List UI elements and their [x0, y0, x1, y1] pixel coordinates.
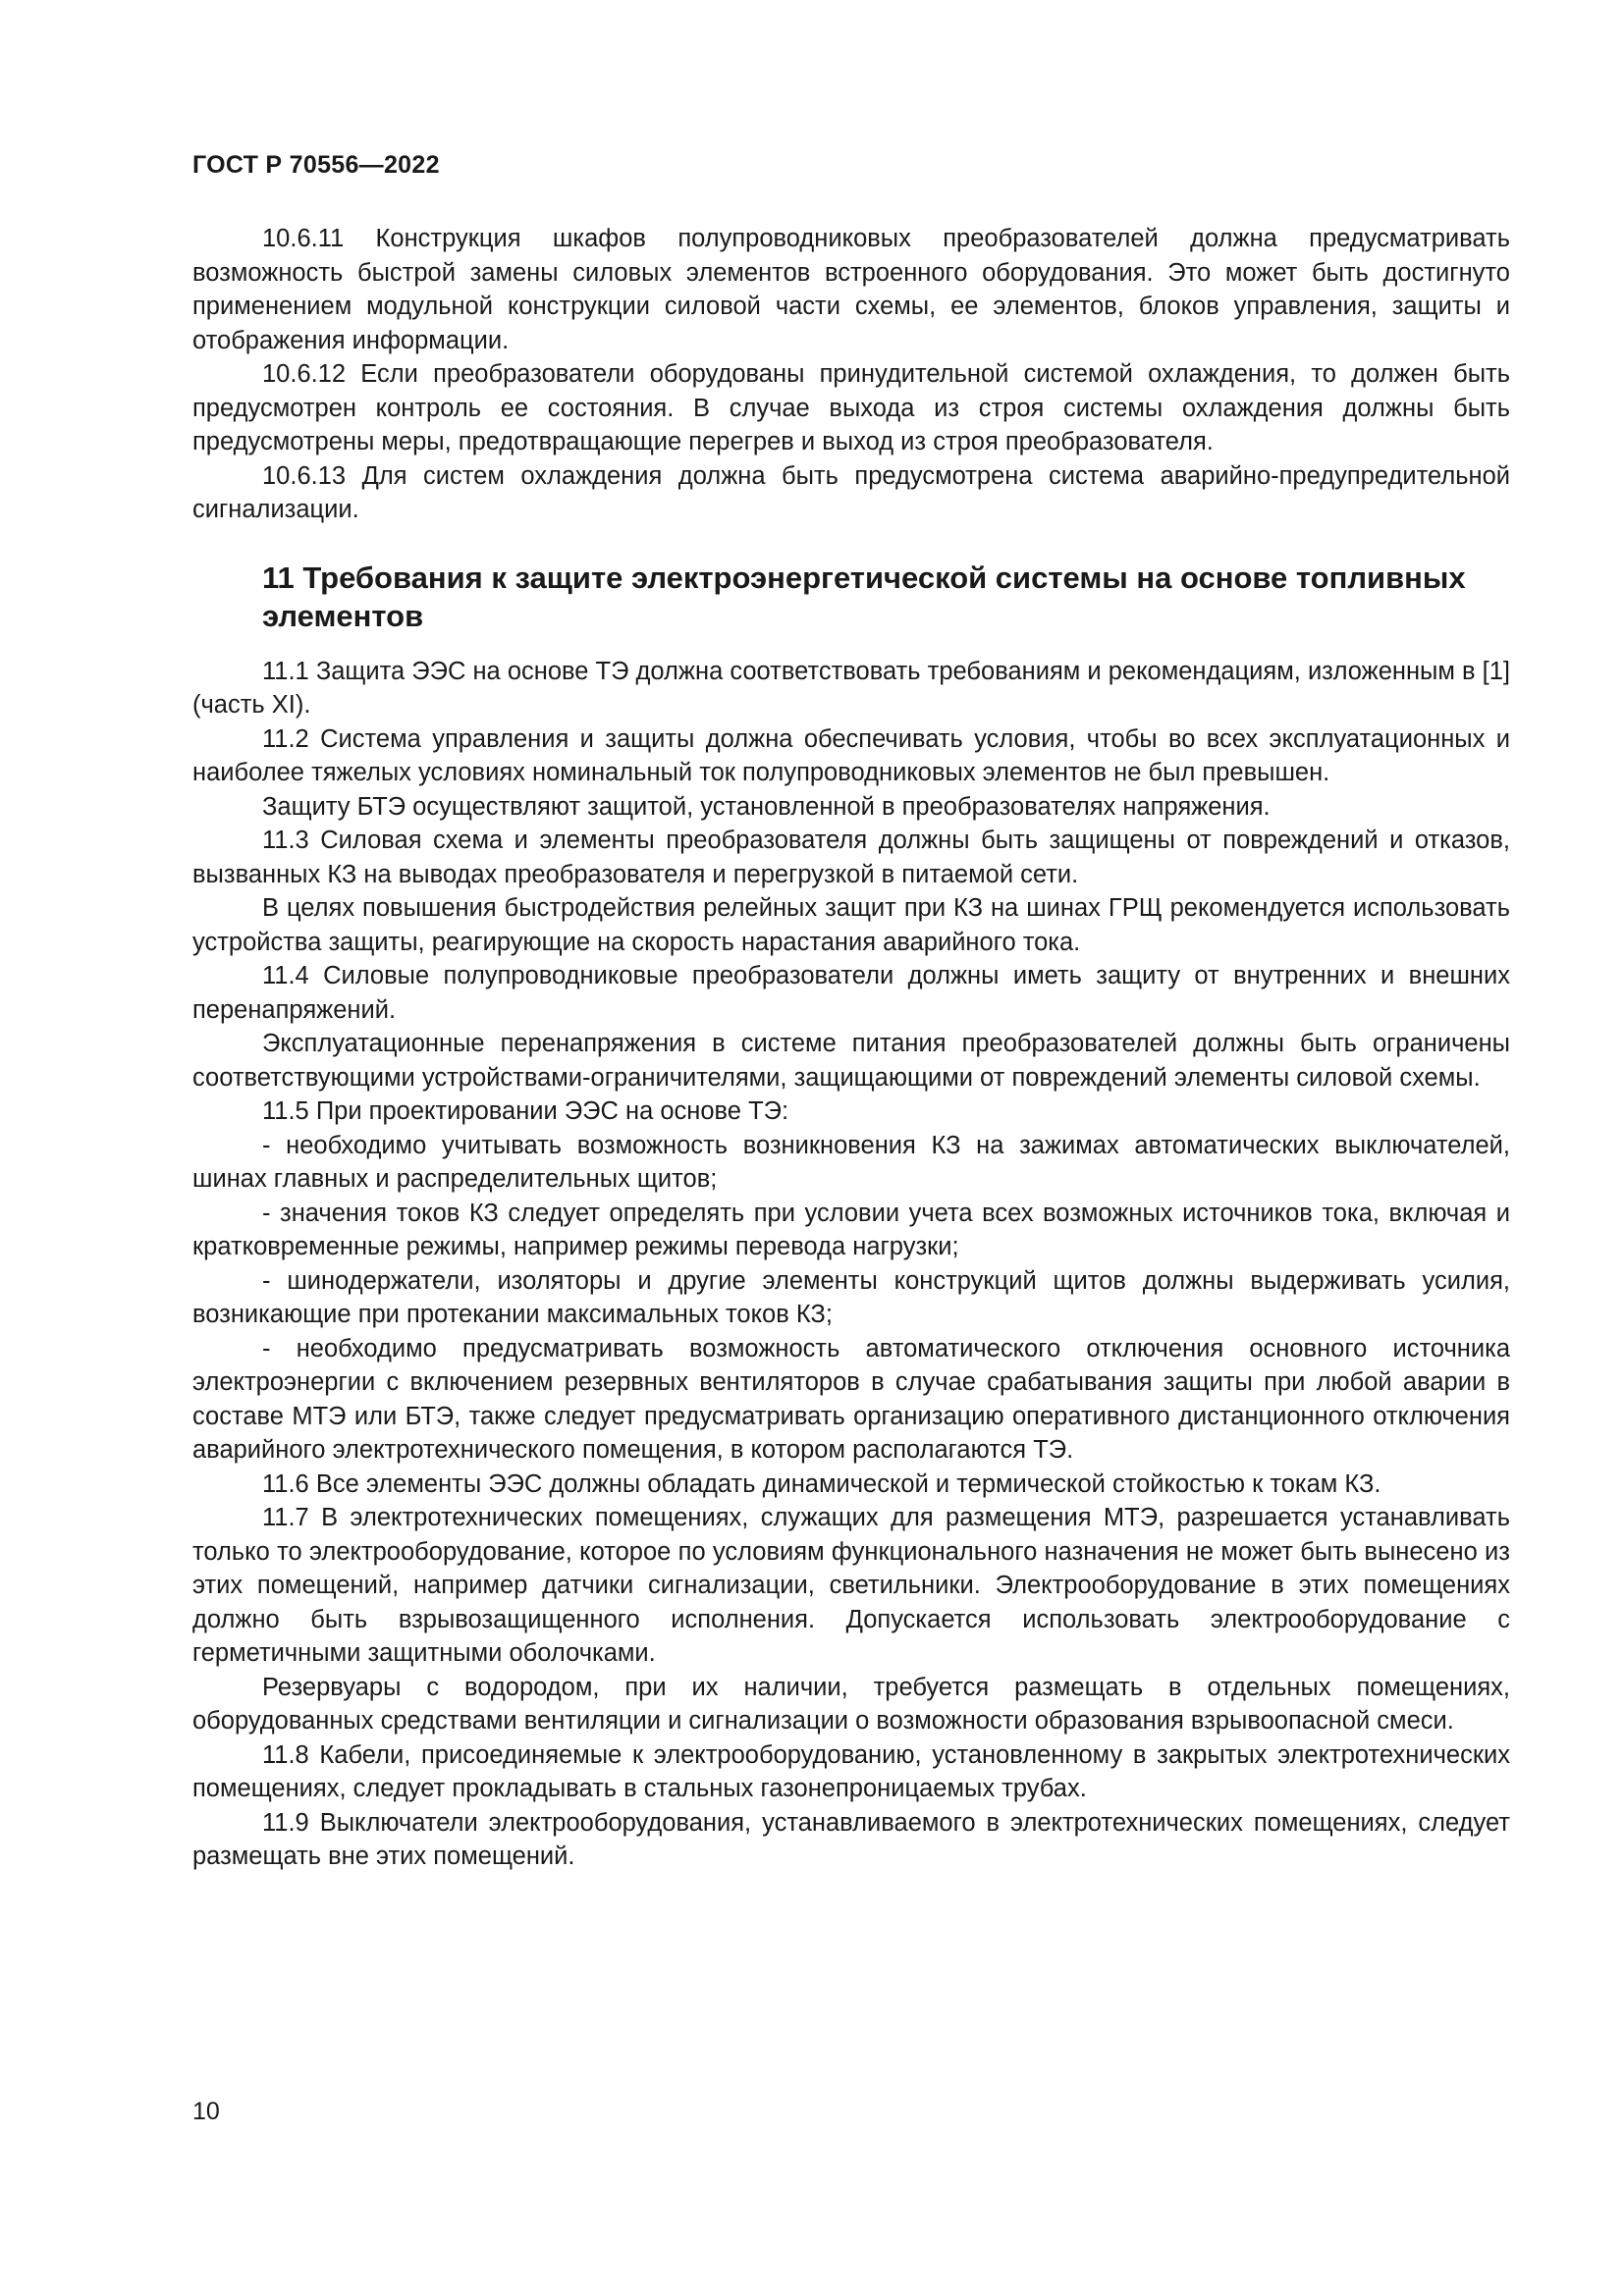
paragraph-11-4-note: Эксплуатационные перенапряжения в системе питания преобразователей должны быть ограничены соответствующими устройствами-ограничителями, защищающими от повреждений элементы силовой схемы. [192, 1030, 1510, 1092]
paragraph-11-7-note: Резервуары с водородом, при их наличии, требуется размещать в отдельных помещениях, оборудованных средствами вентиляции и сигнализации о возможности образования взрывоопасной смеси. [192, 1673, 1510, 1735]
paragraph-11-7: 11.7 В электротехнических помещениях, служащих для размещения МТЭ, разрешается устанавливать только то электрооборудование, которое по условиям функционального назначения не может быть вынесено из этих помещений, например датчики сигнализации, светильники. Электрооборудование в этих помещениях должно быть взрывозащищенного исполнения. Допускается использовать электрооборудование с герметичными защитными оболочками. [192, 1504, 1510, 1667]
paragraph-10-6-11: 10.6.11 Конструкция шкафов полупроводниковых преобразователей должна предусматривать возможность быстрой замены силовых элементов встроенного оборудования. Это может быть достигнуто применением модульной конструкции силовой части схемы, ее элементов, блоков управления, защиты и отображения информации. [192, 225, 1510, 354]
paragraph-11-1: 11.1 Защита ЭЭС на основе ТЭ должна соответствовать требованиям и рекомендациям, изложенным в [1] (часть XI). [192, 657, 1510, 719]
list-item-11-5-d: - необходимо предусматривать возможность автоматического отключения основного источника электроэнергии с включением резервных вентиляторов в случае срабатывания защиты при любой аварии в составе МТЭ или БТЭ, также следует предусматривать организацию оперативного дистанционного отключения аварийного электротехнического помещения, в котором располагаются ТЭ. [192, 1334, 1510, 1464]
document-code-header: ГОСТ Р 70556—2022 [192, 151, 440, 179]
paragraph-11-4: 11.4 Силовые полупроводниковые преобразователи должны иметь защиту от внутренних и внешних перенапряжений. [192, 962, 1510, 1024]
paragraph-10-6-12: 10.6.12 Если преобразователи оборудованы принудительной системой охлаждения, то должен быть предусмотрен контроль ее состояния. В случае выхода из строя системы охлаждения должны быть предусмотрены меры, предотвращающие перегрев и выход из строя преобразователя. [192, 360, 1510, 455]
paragraph-11-3-note: В целях повышения быстродействия релейных защит при КЗ на шинах ГРЩ рекомендуется использовать устройства защиты, реагирующие на скорость нарастания аварийного тока. [192, 894, 1510, 956]
list-item-11-5-c: - шинодержатели, изоляторы и другие элементы конструкций щитов должны выдерживать усилия, возникающие при протекании максимальных токов КЗ; [192, 1266, 1510, 1328]
paragraph-11-9: 11.9 Выключатели электрооборудования, устанавливаемого в электротехнических помещениях, следует размещать вне этих помещений. [192, 1808, 1510, 1870]
paragraph-11-6: 11.6 Все элементы ЭЭС должны обладать динамической и термической стойкостью к токам КЗ. [262, 1469, 1381, 1498]
paragraph-11-2-note: Защиту БТЭ осуществляют защитой, установленной в преобразователях напряжения. [262, 792, 1271, 821]
paragraph-11-5: 11.5 При проектировании ЭЭС на основе ТЭ: [262, 1097, 789, 1125]
list-item-11-5-a: - необходимо учитывать возможность возникновения КЗ на зажимах автоматических выключателей, шинах главных и распределительных щитов; [192, 1131, 1510, 1193]
paragraph-11-8: 11.8 Кабели, присоединяемые к электрооборудованию, установленному в закрытых электротехнических помещениях, следует прокладывать в стальных газонепроницаемых трубах. [192, 1740, 1510, 1802]
document-body [192, 222, 1510, 1874]
page-number: 10 [192, 2098, 220, 2125]
paragraph-11-3: 11.3 Силовая схема и элементы преобразователя должны быть защищены от повреждений и отказов, вызванных КЗ на выводах преобразователя и перегрузкой в питаемой сети. [192, 827, 1510, 888]
list-item-11-5-b: - значения токов КЗ следует определять при условии учета всех возможных источников тока, включая и кратковременные режимы, например режимы перевода нагрузки; [192, 1199, 1510, 1260]
paragraph-10-6-13: 10.6.13 Для систем охлаждения должна быть предусмотрена система аварийно-предупредительной сигнализации. [192, 461, 1510, 523]
paragraph-11-2: 11.2 Система управления и защиты должна обеспечивать условия, чтобы во всех эксплуатационных и наиболее тяжелых условиях номинальный ток полупроводниковых элементов не был превышен. [192, 724, 1510, 786]
section-11-heading: 11 Требования к защите электроэнергетической системы на основе топливных элементов [262, 560, 1466, 633]
